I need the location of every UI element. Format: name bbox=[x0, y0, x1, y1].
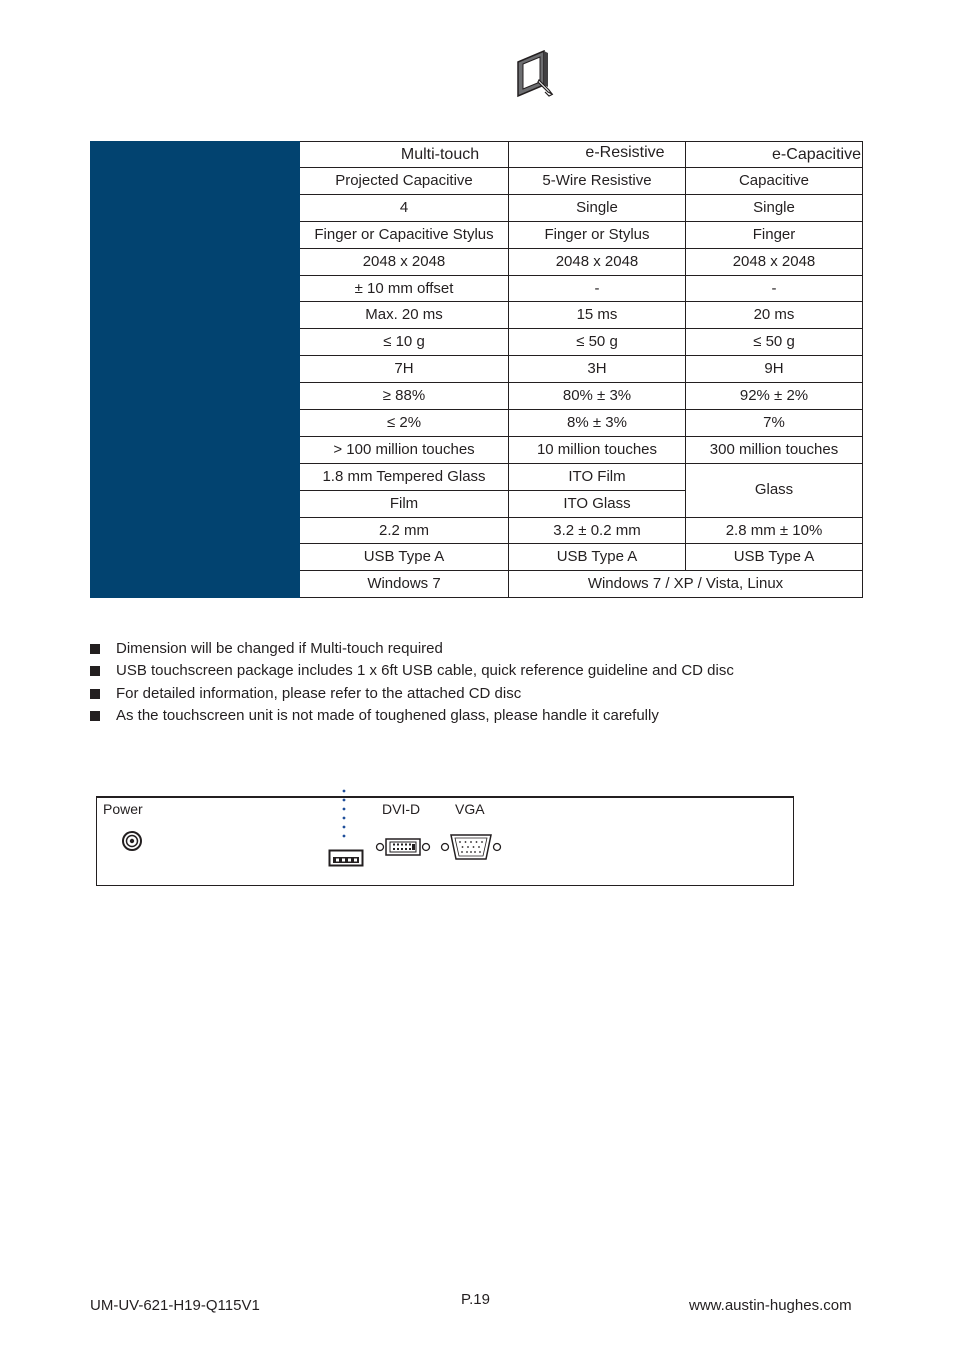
power-jack-icon bbox=[121, 830, 143, 852]
table-cell: - bbox=[509, 275, 686, 302]
table-cell: 7% bbox=[686, 410, 863, 437]
table-cell: 300 million touches bbox=[686, 436, 863, 463]
table-cell: 3H bbox=[509, 356, 686, 383]
table-cell: 2048 x 2048 bbox=[686, 248, 863, 275]
vga-port-icon bbox=[440, 831, 502, 863]
touchscreen-spec-table bbox=[90, 141, 863, 598]
column-header-e-capacitive: e-Capacitive bbox=[686, 142, 863, 168]
table-row bbox=[91, 436, 863, 463]
touchscreen-monitor-icon bbox=[515, 50, 557, 98]
table-row bbox=[91, 463, 863, 490]
dvi-d-port-icon bbox=[374, 836, 432, 858]
dvi-d-label: DVI-D bbox=[382, 801, 421, 817]
notes-list bbox=[90, 638, 734, 727]
table-cell: Single bbox=[686, 194, 863, 221]
table-cell: Finger bbox=[686, 221, 863, 248]
table-cell: 7H bbox=[300, 356, 509, 383]
table-cell: Finger or Stylus bbox=[509, 221, 686, 248]
square-bullet-icon bbox=[90, 644, 100, 654]
website-url: www.austin-hughes.com bbox=[689, 1297, 852, 1314]
table-cell: Glass bbox=[686, 463, 863, 517]
table-cell: 4 bbox=[300, 194, 509, 221]
label-cell bbox=[91, 142, 300, 168]
table-cell: USB Type A bbox=[686, 544, 863, 571]
vga-label: VGA bbox=[455, 801, 485, 817]
column-header-multi-touch: Multi-touch bbox=[300, 142, 509, 168]
power-label: Power bbox=[103, 801, 143, 817]
table-cell: USB Type A bbox=[300, 544, 509, 571]
table-cell: ITO Glass bbox=[509, 490, 686, 517]
table-cell: Film bbox=[300, 490, 509, 517]
page-number: P.19 bbox=[461, 1291, 490, 1308]
table-cell: ≥ 88% bbox=[300, 383, 509, 410]
table-cell: 2048 x 2048 bbox=[509, 248, 686, 275]
table-cell: 2048 x 2048 bbox=[300, 248, 509, 275]
label-cell bbox=[91, 436, 300, 463]
table-cell: ≤ 50 g bbox=[509, 329, 686, 356]
table-cell: Finger or Capacitive Stylus bbox=[300, 221, 509, 248]
square-bullet-icon bbox=[90, 711, 100, 721]
list-item: Dimension will be changed if Multi-touch required bbox=[90, 638, 734, 660]
usb-port-icon bbox=[328, 849, 364, 867]
table-cell: 20 ms bbox=[686, 302, 863, 329]
table-header-row bbox=[91, 142, 863, 168]
table-row bbox=[91, 168, 863, 195]
table-cell: Max. 20 ms bbox=[300, 302, 509, 329]
table-cell: 1.8 mm Tempered Glass bbox=[300, 463, 509, 490]
table-cell: USB Type A bbox=[509, 544, 686, 571]
table-cell: Windows 7 bbox=[300, 571, 509, 598]
table-cell: 2.2 mm bbox=[300, 517, 509, 544]
table-cell: - bbox=[686, 275, 863, 302]
table-cell: 80% ± 3% bbox=[509, 383, 686, 410]
table-cell: 10 million touches bbox=[509, 436, 686, 463]
table-cell: ≤ 10 g bbox=[300, 329, 509, 356]
table-cell: Single bbox=[509, 194, 686, 221]
label-cell bbox=[91, 463, 300, 597]
label-cell bbox=[91, 168, 300, 437]
table-cell: 5-Wire Resistive bbox=[509, 168, 686, 195]
dotted-line-icon bbox=[336, 786, 352, 842]
table-cell: > 100 million touches bbox=[300, 436, 509, 463]
column-header-e-resistive: e-Resistive bbox=[509, 142, 686, 168]
table-cell: ± 10 mm offset bbox=[300, 275, 509, 302]
table-cell: 9H bbox=[686, 356, 863, 383]
document-code: UM-UV-621-H19-Q115V1 bbox=[90, 1297, 260, 1314]
list-item: As the touchscreen unit is not made of toughened glass, please handle it carefully bbox=[90, 705, 734, 727]
table-cell: 8% ± 3% bbox=[509, 410, 686, 437]
table-cell: 92% ± 2% bbox=[686, 383, 863, 410]
list-item: For detailed information, please refer to the attached CD disc bbox=[90, 683, 734, 705]
table-cell: ≤ 50 g bbox=[686, 329, 863, 356]
table-cell: Windows 7 / XP / Vista, Linux bbox=[509, 571, 863, 598]
list-item: USB touchscreen package includes 1 x 6ft USB cable, quick reference guideline and CD disc bbox=[90, 660, 734, 682]
table-cell: Projected Capacitive bbox=[300, 168, 509, 195]
table-cell: Capacitive bbox=[686, 168, 863, 195]
table-cell: 2.8 mm ± 10% bbox=[686, 517, 863, 544]
table-cell: 15 ms bbox=[509, 302, 686, 329]
square-bullet-icon bbox=[90, 689, 100, 699]
table-cell: ITO Film bbox=[509, 463, 686, 490]
table-cell: ≤ 2% bbox=[300, 410, 509, 437]
table-cell: 3.2 ± 0.2 mm bbox=[509, 517, 686, 544]
square-bullet-icon bbox=[90, 666, 100, 676]
